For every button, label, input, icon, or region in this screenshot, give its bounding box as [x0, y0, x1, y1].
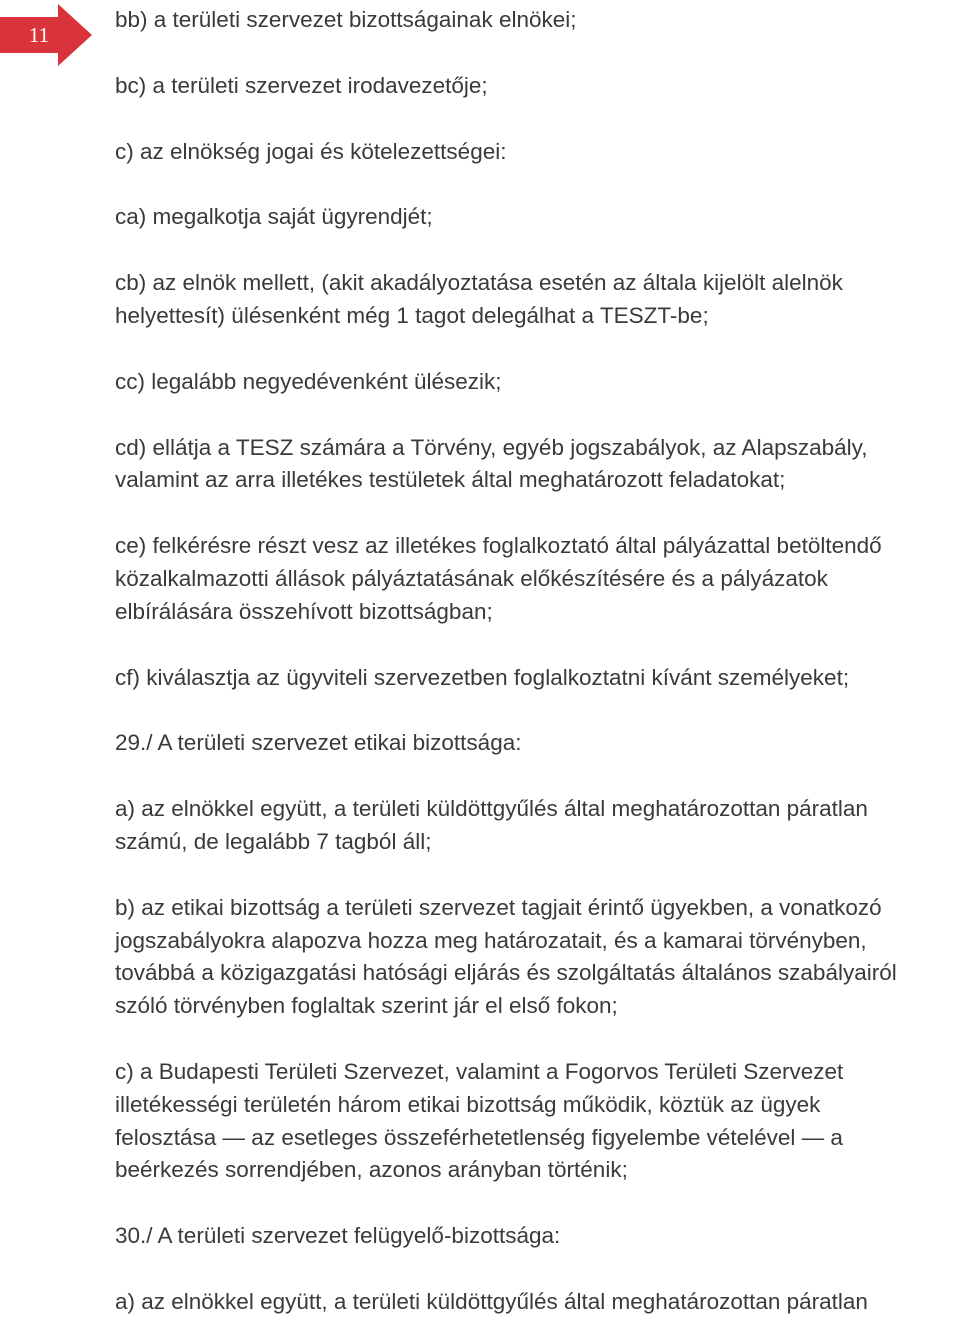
text-line: beérkezés sorrendjében, azonos arányban történik; [115, 1157, 628, 1183]
text-line: c) az elnökség jogai és kötelezettségei: [115, 138, 507, 164]
text-line: bc) a területi szervezet irodavezetője; [115, 72, 488, 98]
paragraph [115, 366, 960, 399]
text-line: helyettesít) ülésenként még 1 tagot delegálhat a TESZT-be; [115, 302, 709, 328]
text-line: valamint az arra illetékes testületek által meghatározott feladatokat; [115, 467, 786, 493]
text-line: közalkalmazotti állások pályáztatásának előkészítésére és a pályázatok [115, 565, 828, 591]
text-line: felosztása — az esetleges összeférhetetlenség figyelembe vételével — a [115, 1124, 843, 1150]
text-line: illetékességi területén három etikai bizottság működik, köztük az ügyek [115, 1091, 821, 1117]
text-line: cb) az elnök mellett, (akit akadályoztatása esetén az általa kijelölt alelnök [115, 270, 843, 296]
text-line: a) az elnökkel együtt, a területi küldöttgyűlés által meghatározottan páratlan [115, 1288, 868, 1314]
document-body [115, 4, 960, 1319]
text-line: elbírálására összehívott bizottságban; [115, 598, 493, 624]
paragraph [115, 432, 960, 498]
text-line: c) a Budapesti Területi Szervezet, valamint a Fogorvos Területi Szervezet [115, 1058, 844, 1084]
text-line: szóló törvényben foglaltak szerint jár el első fokon; [115, 993, 618, 1019]
text-line: a) az elnökkel együtt, a területi küldöttgyűlés által meghatározottan páratlan [115, 796, 868, 822]
paragraph [115, 793, 960, 859]
text-line: bb) a területi szervezet bizottságainak elnökei; [115, 7, 577, 32]
paragraph [115, 267, 960, 333]
text-line: ce) felkérésre részt vesz az illetékes foglalkoztató által pályázattal betöltendő [115, 533, 882, 559]
paragraph [115, 1220, 960, 1253]
paragraph [115, 4, 960, 37]
paragraph [115, 530, 960, 628]
text-line: b) az etikai bizottság a területi szervezet tagjait érintő ügyekben, a vonatkozó [115, 894, 882, 920]
paragraph [115, 892, 960, 1023]
text-line: számú, de legalább 7 tagból áll; [115, 828, 432, 854]
paragraph [115, 201, 960, 234]
text-line: cf) kiválasztja az ügyviteli szervezetben foglalkoztatni kívánt személyeket; [115, 664, 850, 690]
paragraph [115, 1286, 960, 1319]
page-number: 11 [28, 23, 50, 47]
text-line: jogszabályokra alapozva hozza meg határozatait, és a kamarai törvényben, [115, 927, 867, 953]
paragraph [115, 136, 960, 169]
text-line: cc) legalább negyedévenként ülésezik; [115, 368, 502, 394]
text-line: ca) megalkotja saját ügyrendjét; [115, 204, 433, 230]
paragraph [115, 1056, 960, 1187]
paragraph [115, 662, 960, 695]
text-line: 29./ A területi szervezet etikai bizottsága: [115, 730, 522, 756]
text-line: cd) ellátja a TESZ számára a Törvény, egyéb jogszabályok, az Alapszabály, [115, 434, 868, 460]
text-line: 30./ A területi szervezet felügyelő-bizottsága: [115, 1223, 561, 1249]
text-line: továbbá a közigazgatási hatósági eljárás és szolgáltatás általános szabályairól [115, 960, 897, 986]
paragraph [115, 727, 960, 760]
paragraph [115, 70, 960, 103]
